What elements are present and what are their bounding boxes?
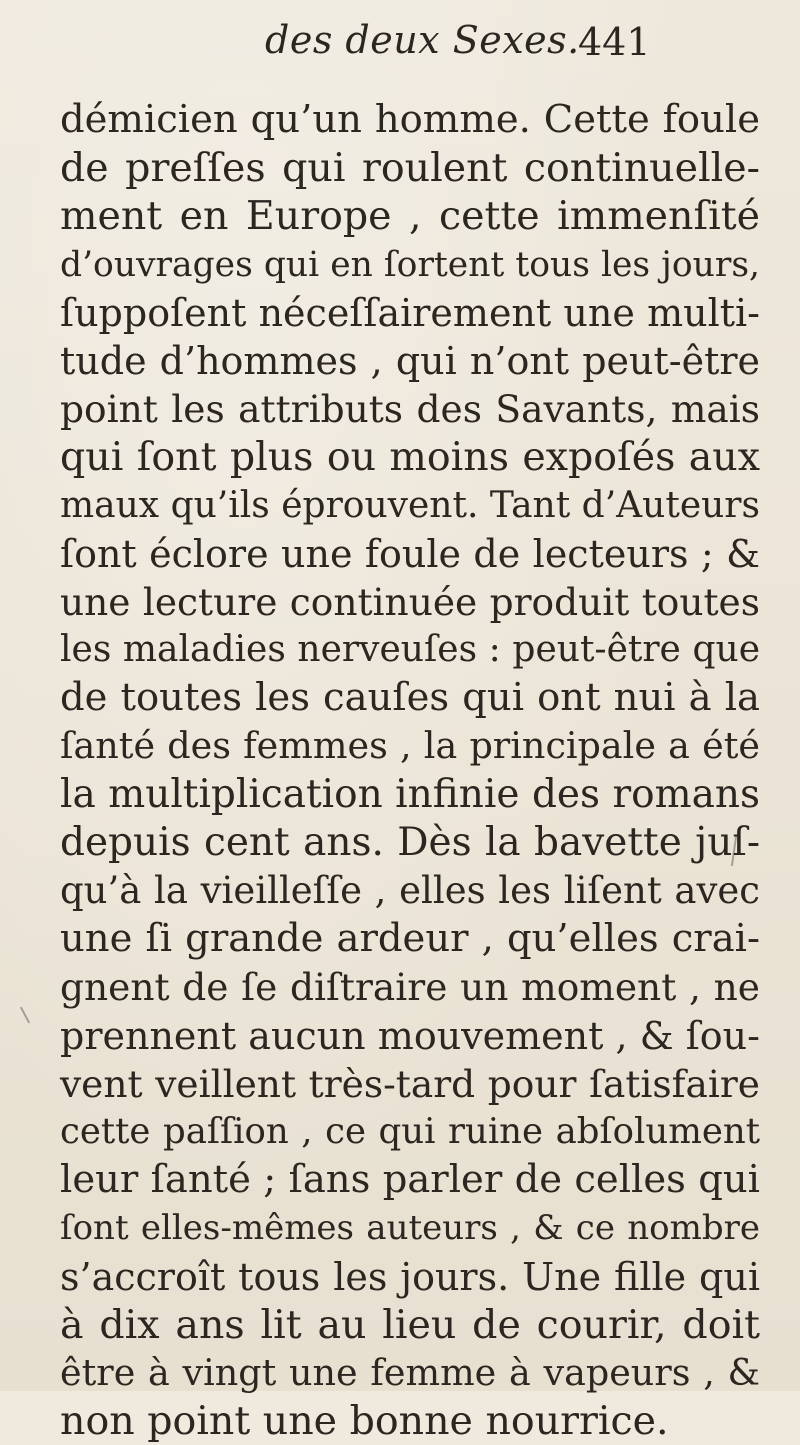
text-line: vent veillent très-tard pour ſatisfaire bbox=[60, 1061, 760, 1106]
text-line: de toutes les cauſes qui ont nui à la bbox=[60, 675, 760, 721]
text-line: point les attributs des Savants, mais bbox=[60, 387, 760, 432]
text-line: tude d’hommes , qui n’ont peut-être bbox=[60, 338, 760, 383]
text-line: ſont éclore une foule de lecteurs ; & bbox=[60, 531, 760, 576]
text-line: maux qu’ils éprouvent. Tant d’Auteurs bbox=[60, 484, 760, 526]
text-line: à dix ans lit au lieu de courir, doit bbox=[60, 1301, 760, 1348]
text-line: prennent aucun mouvement , & ſou- bbox=[60, 1013, 760, 1058]
text-line: leur ſanté ; ſans parler de celles qui bbox=[60, 1157, 760, 1203]
text-line: les maladies nerveuſes : peut-être que bbox=[60, 629, 760, 671]
text-line: démicien qu’un homme. Cette foule bbox=[60, 97, 760, 142]
text-line: ſanté des femmes , la principale a été bbox=[60, 724, 760, 768]
page-number: 441 bbox=[578, 20, 651, 64]
text-line: qui ſont plus ou moins expoſés aux bbox=[60, 434, 760, 481]
text-line: une lecture continuée produit toutes bbox=[60, 579, 760, 624]
text-line: ſont elles-mêmes auteurs , & ce nombre bbox=[60, 1208, 760, 1249]
page-header bbox=[0, 8, 800, 68]
text-line: s’accroît tous les jours. Une fille qui bbox=[60, 1254, 760, 1299]
text-line: la multiplication infinie des romans bbox=[60, 771, 760, 817]
running-head: des deux Sexes. bbox=[265, 18, 580, 62]
text-line: ment en Europe , cette immenſité bbox=[60, 193, 760, 240]
body-text bbox=[60, 96, 760, 1445]
margin-mark bbox=[20, 1007, 30, 1024]
text-line: ſuppoſent néceſſairement une multi- bbox=[60, 290, 760, 335]
text-line: gnent de ſe diſtraire un moment , ne bbox=[60, 965, 760, 1010]
text-line: d’ouvrages qui en ſortent tous les jours, bbox=[60, 244, 760, 285]
text-line-last: non point une bonne nourrice. bbox=[60, 1398, 669, 1445]
text-line: une ſi grande ardeur , qu’elles crai- bbox=[60, 916, 760, 962]
text-line: depuis cent ans. Dès la bavette juſ- bbox=[60, 819, 760, 865]
text-line: être à vingt une femme à vapeurs , & bbox=[60, 1350, 760, 1394]
text-line: de preſſes qui roulent continuelle- bbox=[60, 145, 760, 192]
text-line: qu’à la vieilleſſe , elles les liſent avec bbox=[60, 869, 760, 912]
text-line: cette paſſion , ce qui ruine abſolument bbox=[60, 1110, 760, 1152]
